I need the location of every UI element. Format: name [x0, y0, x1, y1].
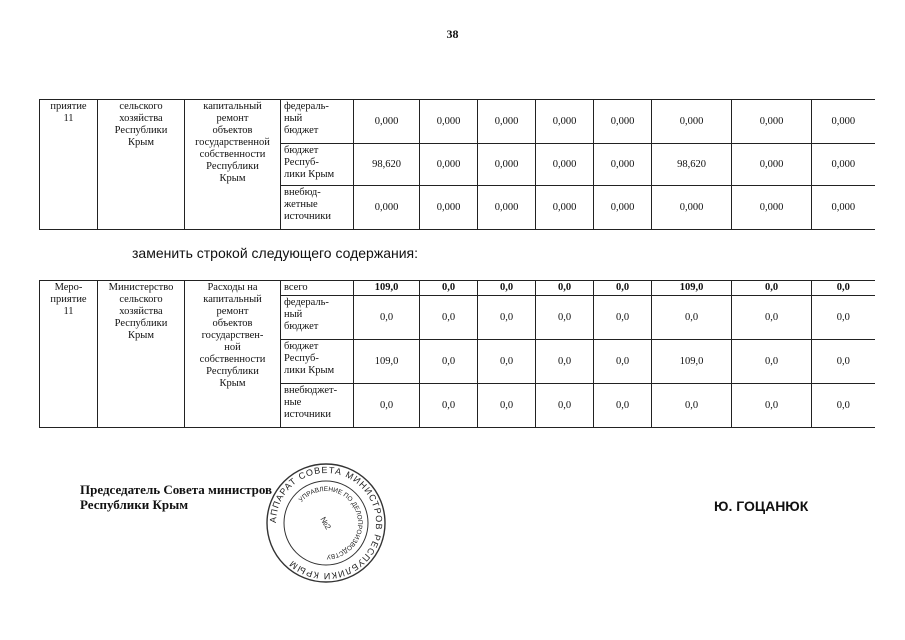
value-cell: 109,0	[354, 281, 420, 296]
funding-source-cell: бюджет Респуб- лики Крым	[281, 144, 354, 186]
value-cell: 0,000	[536, 186, 594, 230]
value-cell: 0,0	[594, 340, 652, 384]
value-cell: 0,000	[478, 186, 536, 230]
value-cell: 0,0	[478, 384, 536, 428]
purpose-cell: капитальный ремонт объектов государственной собственности Республики Крым	[185, 100, 281, 230]
value-cell: 0,000	[812, 186, 875, 230]
value-cell: 0,0	[420, 384, 478, 428]
event-cell: Меро- приятие 11	[40, 281, 98, 428]
value-cell: 109,0	[652, 281, 732, 296]
value-cell: 0,000	[732, 186, 812, 230]
value-cell: 0,000	[652, 100, 732, 144]
funding-source-cell: внебюд- жетные источники	[281, 186, 354, 230]
value-cell: 0,0	[732, 384, 812, 428]
official-stamp	[265, 462, 387, 584]
value-cell: 0,000	[478, 100, 536, 144]
value-cell: 0,000	[420, 100, 478, 144]
funding-source-cell: федераль- ный бюджет	[281, 296, 354, 340]
value-cell: 0,0	[812, 281, 875, 296]
new-budget-table	[39, 280, 875, 428]
replace-instruction: заменить строкой следующего содержания:	[132, 245, 419, 261]
value-cell: 0,0	[478, 340, 536, 384]
funding-source-cell: федераль- ный бюджет	[281, 100, 354, 144]
value-cell: 0,0	[478, 296, 536, 340]
value-cell: 0,0	[812, 296, 875, 340]
value-cell: 0,0	[812, 340, 875, 384]
signatory-name: Ю. ГОЦАНЮК	[714, 498, 809, 514]
table-row	[40, 281, 875, 296]
value-cell: 0,0	[536, 296, 594, 340]
signatory-title-line2: Республики Крым	[80, 497, 189, 512]
value-cell: 0,000	[812, 144, 875, 186]
value-cell: 0,0	[536, 340, 594, 384]
value-cell: 0,000	[652, 186, 732, 230]
value-cell: 0,0	[420, 296, 478, 340]
value-cell: 0,0	[536, 384, 594, 428]
value-cell: 0,000	[536, 144, 594, 186]
stamp-inner-text: УПРАВЛЕНИЕ ПО ДЕЛОПРОИЗВОДСТВУ	[297, 485, 364, 561]
event-cell: приятие 11	[40, 100, 98, 230]
value-cell: 0,0	[420, 281, 478, 296]
value-cell: 0,000	[478, 144, 536, 186]
value-cell: 0,000	[594, 144, 652, 186]
executor-cell: Министерство сельского хозяйства Республики Крым	[98, 281, 185, 428]
value-cell: 0,0	[594, 281, 652, 296]
value-cell: 0,0	[354, 296, 420, 340]
value-cell: 0,000	[594, 186, 652, 230]
value-cell: 0,0	[812, 384, 875, 428]
value-cell: 98,620	[354, 144, 420, 186]
value-cell: 0,0	[478, 281, 536, 296]
value-cell: 0,0	[652, 384, 732, 428]
value-cell: 0,0	[420, 340, 478, 384]
old-budget-table	[39, 99, 875, 230]
value-cell: 0,000	[354, 186, 420, 230]
value-cell: 109,0	[652, 340, 732, 384]
value-cell: 0,0	[354, 384, 420, 428]
value-cell: 0,000	[732, 144, 812, 186]
value-cell: 0,000	[354, 100, 420, 144]
page-number: 38	[446, 27, 459, 41]
value-cell: 0,0	[594, 296, 652, 340]
funding-source-cell: бюджет Респуб- лики Крым	[281, 340, 354, 384]
value-cell: 0,000	[732, 100, 812, 144]
value-cell: 0,0	[732, 296, 812, 340]
value-cell: 0,000	[420, 144, 478, 186]
value-cell: 0,000	[420, 186, 478, 230]
value-cell: 98,620	[652, 144, 732, 186]
funding-source-cell: внебюджет- ные источники	[281, 384, 354, 428]
executor-cell: сельского хозяйства Республики Крым	[98, 100, 185, 230]
funding-source-cell: всего	[281, 281, 354, 296]
value-cell: 0,0	[594, 384, 652, 428]
table-row	[40, 100, 875, 144]
purpose-cell: Расходы на капитальный ремонт объектов государствен- ной собственности Республики Крым	[185, 281, 281, 428]
value-cell: 0,0	[732, 340, 812, 384]
value-cell: 0,0	[732, 281, 812, 296]
stamp-number: №2	[318, 515, 333, 532]
signatory-title-line1: Председатель Совета министров	[80, 482, 273, 497]
value-cell: 0,0	[536, 281, 594, 296]
stamp-outer-text: АППАРАТ СОВЕТА МИНИСТРОВ РЕСПУБЛИКИ КРЫМ	[267, 464, 385, 582]
value-cell: 0,000	[594, 100, 652, 144]
value-cell: 109,0	[354, 340, 420, 384]
value-cell: 0,000	[812, 100, 875, 144]
signatory-title	[80, 482, 272, 512]
value-cell: 0,0	[652, 296, 732, 340]
value-cell: 0,000	[536, 100, 594, 144]
